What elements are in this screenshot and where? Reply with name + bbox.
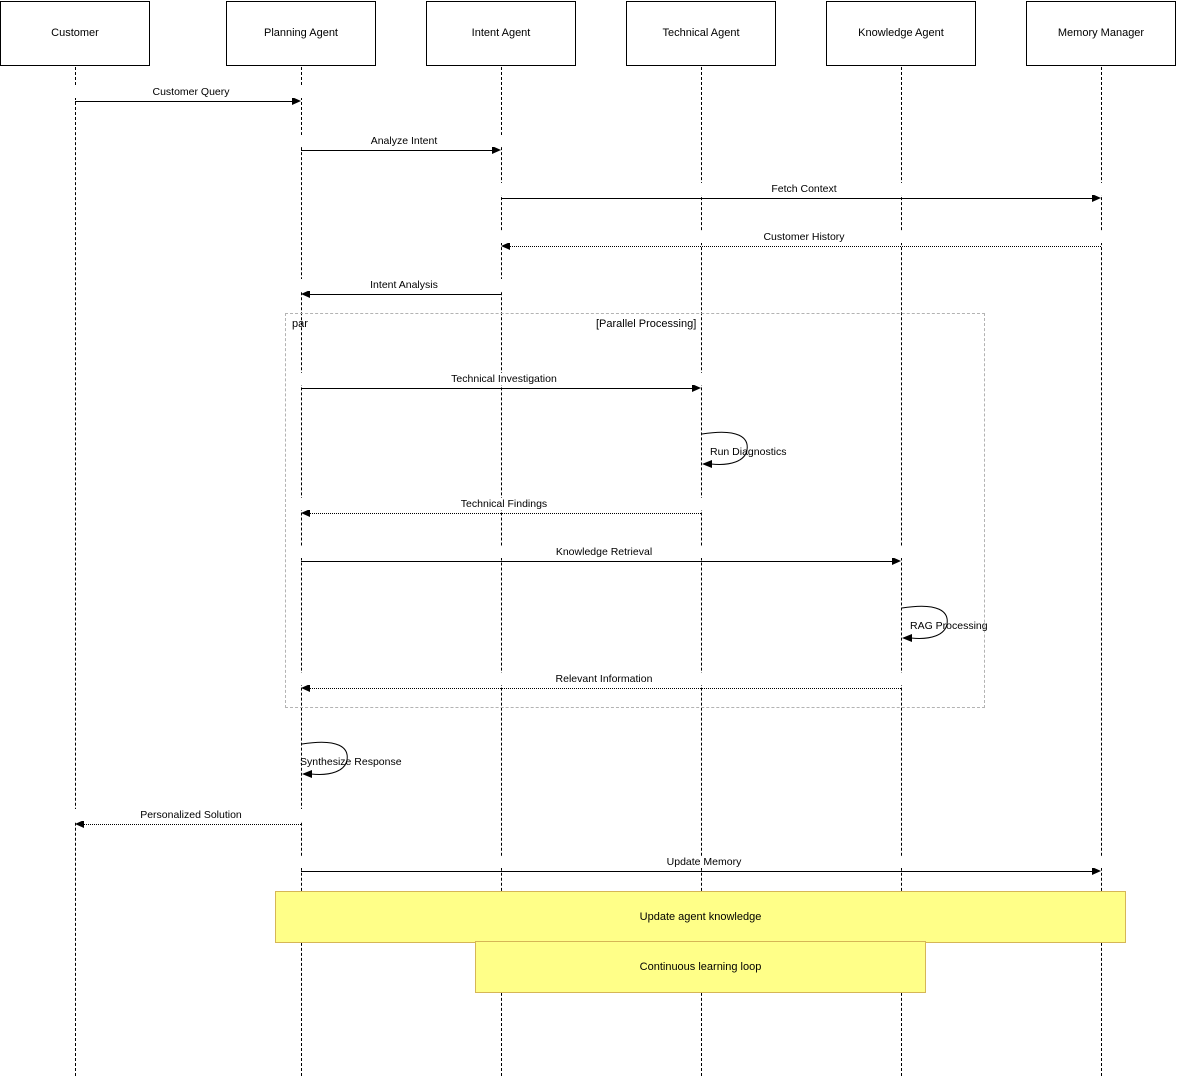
- message-label-customer-query: Customer Query: [75, 86, 307, 98]
- message-label-relevant-information: Relevant Information: [301, 673, 907, 685]
- message-label-technical-findings: Technical Findings: [301, 498, 707, 510]
- participant-label: Planning Agent: [263, 26, 338, 39]
- message-line-intent-analysis: [310, 294, 501, 295]
- note-continuous-learning-loop: [475, 941, 926, 993]
- arrow-head-intent-analysis: [301, 290, 310, 298]
- participant-label: Customer: [51, 26, 99, 39]
- message-label-knowledge-retrieval: Knowledge Retrieval: [301, 546, 907, 558]
- participant-technical-agent[interactable]: [626, 1, 776, 66]
- self-message-label-rag-processing: RAG Processing: [910, 620, 988, 632]
- participant-knowledge-agent[interactable]: [826, 1, 976, 66]
- message-line-customer-history: [510, 246, 1101, 247]
- message-line-fetch-context: [501, 198, 1093, 199]
- message-line-customer-query: [75, 101, 293, 102]
- message-label-analyze-intent: Analyze Intent: [301, 135, 507, 147]
- lifeline-line-customer: [75, 67, 76, 1076]
- message-line-knowledge-retrieval: [301, 561, 893, 562]
- fragment-condition-label: [Parallel Processing]: [596, 318, 697, 330]
- arrow-head-personalized-solution: [75, 820, 84, 828]
- message-line-relevant-information: [310, 688, 901, 689]
- self-message-label-synthesize-response: Synthesize Response: [300, 756, 402, 768]
- note-text: Continuous learning loop: [639, 961, 762, 973]
- self-message-label-run-diagnostics: Run Diagnostics: [710, 446, 787, 458]
- participant-customer[interactable]: [0, 1, 150, 66]
- message-line-technical-findings: [310, 513, 701, 514]
- arrow-head-relevant-information: [301, 684, 310, 692]
- participant-memory-manager[interactable]: [1026, 1, 1176, 66]
- participant-planning-agent[interactable]: [226, 1, 376, 66]
- arrow-head-customer-history: [501, 242, 510, 250]
- arrow-head-technical-investigation: [692, 384, 701, 392]
- message-label-intent-analysis: Intent Analysis: [301, 279, 507, 291]
- message-label-customer-history: Customer History: [501, 231, 1107, 243]
- message-line-personalized-solution: [84, 824, 301, 825]
- arrow-head-update-memory: [1092, 867, 1101, 875]
- note-text: Update agent knowledge: [639, 911, 762, 923]
- message-label-personalized-solution: Personalized Solution: [75, 809, 307, 821]
- message-line-technical-investigation: [301, 388, 693, 389]
- participant-label: Intent Agent: [471, 26, 531, 39]
- participant-label: Knowledge Agent: [858, 26, 944, 39]
- message-label-technical-investigation: Technical Investigation: [301, 373, 707, 385]
- participant-label: Technical Agent: [662, 26, 740, 39]
- arrow-head-customer-query: [292, 97, 301, 105]
- note-update-agent-knowledge: [275, 891, 1126, 943]
- message-line-analyze-intent: [301, 150, 493, 151]
- fragment-operator-label: par: [292, 318, 308, 330]
- arrow-head-knowledge-retrieval: [892, 557, 901, 565]
- participant-intent-agent[interactable]: [426, 1, 576, 66]
- message-label-update-memory: Update Memory: [301, 856, 1107, 868]
- arrow-head-technical-findings: [301, 509, 310, 517]
- arrow-head-fetch-context: [1092, 194, 1101, 202]
- arrow-head-analyze-intent: [492, 146, 501, 154]
- message-label-fetch-context: Fetch Context: [501, 183, 1107, 195]
- participant-label: Memory Manager: [1057, 26, 1145, 39]
- message-line-update-memory: [301, 871, 1093, 872]
